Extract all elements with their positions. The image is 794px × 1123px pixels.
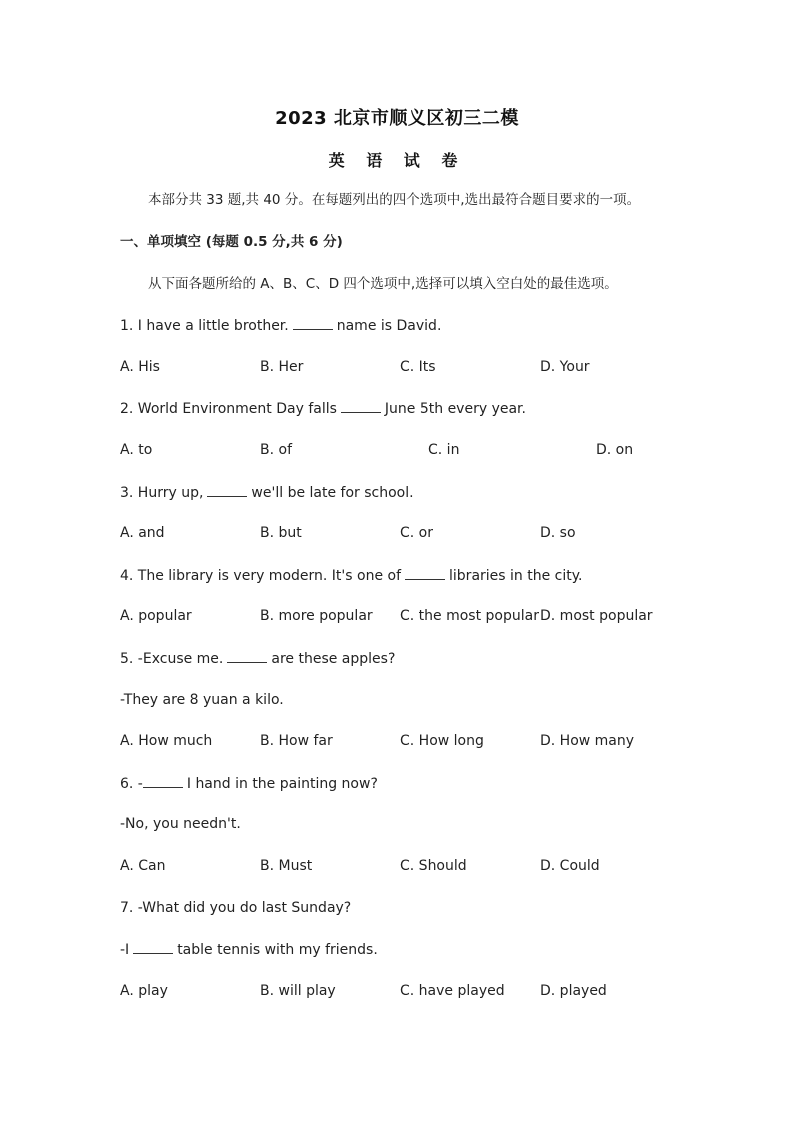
question-7-options bbox=[120, 981, 680, 1001]
option-b[interactable]: B. of bbox=[260, 442, 292, 458]
answer-blank bbox=[133, 939, 173, 954]
option-c[interactable]: C. or bbox=[400, 525, 433, 541]
option-d[interactable]: D. most popular bbox=[540, 608, 653, 624]
option-a[interactable]: A. and bbox=[120, 525, 165, 541]
question-5-options bbox=[120, 731, 680, 751]
option-a[interactable]: A. How much bbox=[120, 733, 213, 749]
section-heading: 一、单项填空 (每题 0.5 分,共 6 分) bbox=[120, 234, 343, 250]
answer-blank bbox=[227, 648, 267, 663]
option-c[interactable]: C. in bbox=[428, 442, 460, 458]
option-c[interactable]: C. Should bbox=[400, 858, 467, 874]
option-a[interactable]: A. Can bbox=[120, 858, 166, 874]
stem-text: June 5th every year. bbox=[384, 401, 526, 417]
stem-text: we'll be late for school. bbox=[251, 485, 414, 501]
question-4-options bbox=[120, 606, 680, 626]
stem-text: -I bbox=[120, 942, 130, 958]
option-b[interactable]: B. will play bbox=[260, 983, 336, 999]
question-6-stem bbox=[120, 773, 378, 794]
option-d[interactable]: D. on bbox=[596, 442, 634, 458]
question-2-options bbox=[120, 440, 680, 460]
option-b[interactable]: B. more popular bbox=[260, 608, 373, 624]
answer-blank bbox=[405, 565, 445, 580]
question-2-stem bbox=[120, 398, 526, 419]
stem-text: libraries in the city. bbox=[449, 568, 583, 584]
option-c[interactable]: C. How long bbox=[400, 733, 484, 749]
question-3-stem bbox=[120, 482, 414, 503]
stem-text: 2. World Environment Day falls bbox=[120, 401, 337, 417]
option-d[interactable]: D. Your bbox=[540, 359, 590, 375]
option-c[interactable]: C. the most popular bbox=[400, 608, 539, 624]
option-d[interactable]: D. played bbox=[540, 983, 607, 999]
option-b[interactable]: B. Her bbox=[260, 359, 304, 375]
option-b[interactable]: B. but bbox=[260, 525, 302, 541]
option-a[interactable]: A. play bbox=[120, 983, 168, 999]
option-a[interactable]: A. popular bbox=[120, 608, 192, 624]
intro-text: 本部分共 33 题,共 40 分。在每题列出的四个选项中,选出最符合题目要求的一项。 bbox=[148, 192, 641, 208]
question-7-response bbox=[120, 939, 378, 960]
question-6-options bbox=[120, 856, 680, 876]
stem-text: 3. Hurry up, bbox=[120, 485, 204, 501]
option-a[interactable]: A. to bbox=[120, 442, 153, 458]
question-1-options bbox=[120, 357, 680, 377]
question-5-stem bbox=[120, 648, 395, 669]
page-subtitle: 英 语 试 卷 bbox=[328, 151, 466, 170]
question-7-stem: 7. -What did you do last Sunday? bbox=[120, 900, 352, 916]
page-title: 2023 北京市顺义区初三二模 bbox=[275, 108, 519, 129]
option-b[interactable]: B. Must bbox=[260, 858, 313, 874]
stem-text: table tennis with my friends. bbox=[177, 942, 378, 958]
option-c[interactable]: C. Its bbox=[400, 359, 436, 375]
answer-blank bbox=[341, 398, 381, 413]
question-3-options bbox=[120, 523, 680, 543]
question-5-response: -They are 8 yuan a kilo. bbox=[120, 692, 284, 708]
answer-blank bbox=[207, 482, 247, 497]
stem-text: are these apples? bbox=[271, 651, 396, 667]
option-d[interactable]: D. so bbox=[540, 525, 576, 541]
option-b[interactable]: B. How far bbox=[260, 733, 333, 749]
stem-text: 1. I have a little brother. bbox=[120, 318, 289, 334]
option-d[interactable]: D. How many bbox=[540, 733, 635, 749]
section-instruction: 从下面各题所给的 A、B、C、D 四个选项中,选择可以填入空白处的最佳选项。 bbox=[148, 276, 618, 292]
stem-text: name is David. bbox=[336, 318, 442, 334]
stem-text: 6. - bbox=[120, 776, 143, 792]
question-6-response: -No, you needn't. bbox=[120, 816, 241, 832]
question-1-stem bbox=[120, 315, 441, 336]
stem-text: I hand in the painting now? bbox=[186, 776, 378, 792]
option-a[interactable]: A. His bbox=[120, 359, 160, 375]
option-d[interactable]: D. Could bbox=[540, 858, 600, 874]
answer-blank bbox=[143, 773, 183, 788]
answer-blank bbox=[293, 315, 333, 330]
question-4-stem bbox=[120, 565, 582, 586]
stem-text: 5. -Excuse me. bbox=[120, 651, 224, 667]
stem-text: 4. The library is very modern. It's one of bbox=[120, 568, 402, 584]
option-c[interactable]: C. have played bbox=[400, 983, 505, 999]
